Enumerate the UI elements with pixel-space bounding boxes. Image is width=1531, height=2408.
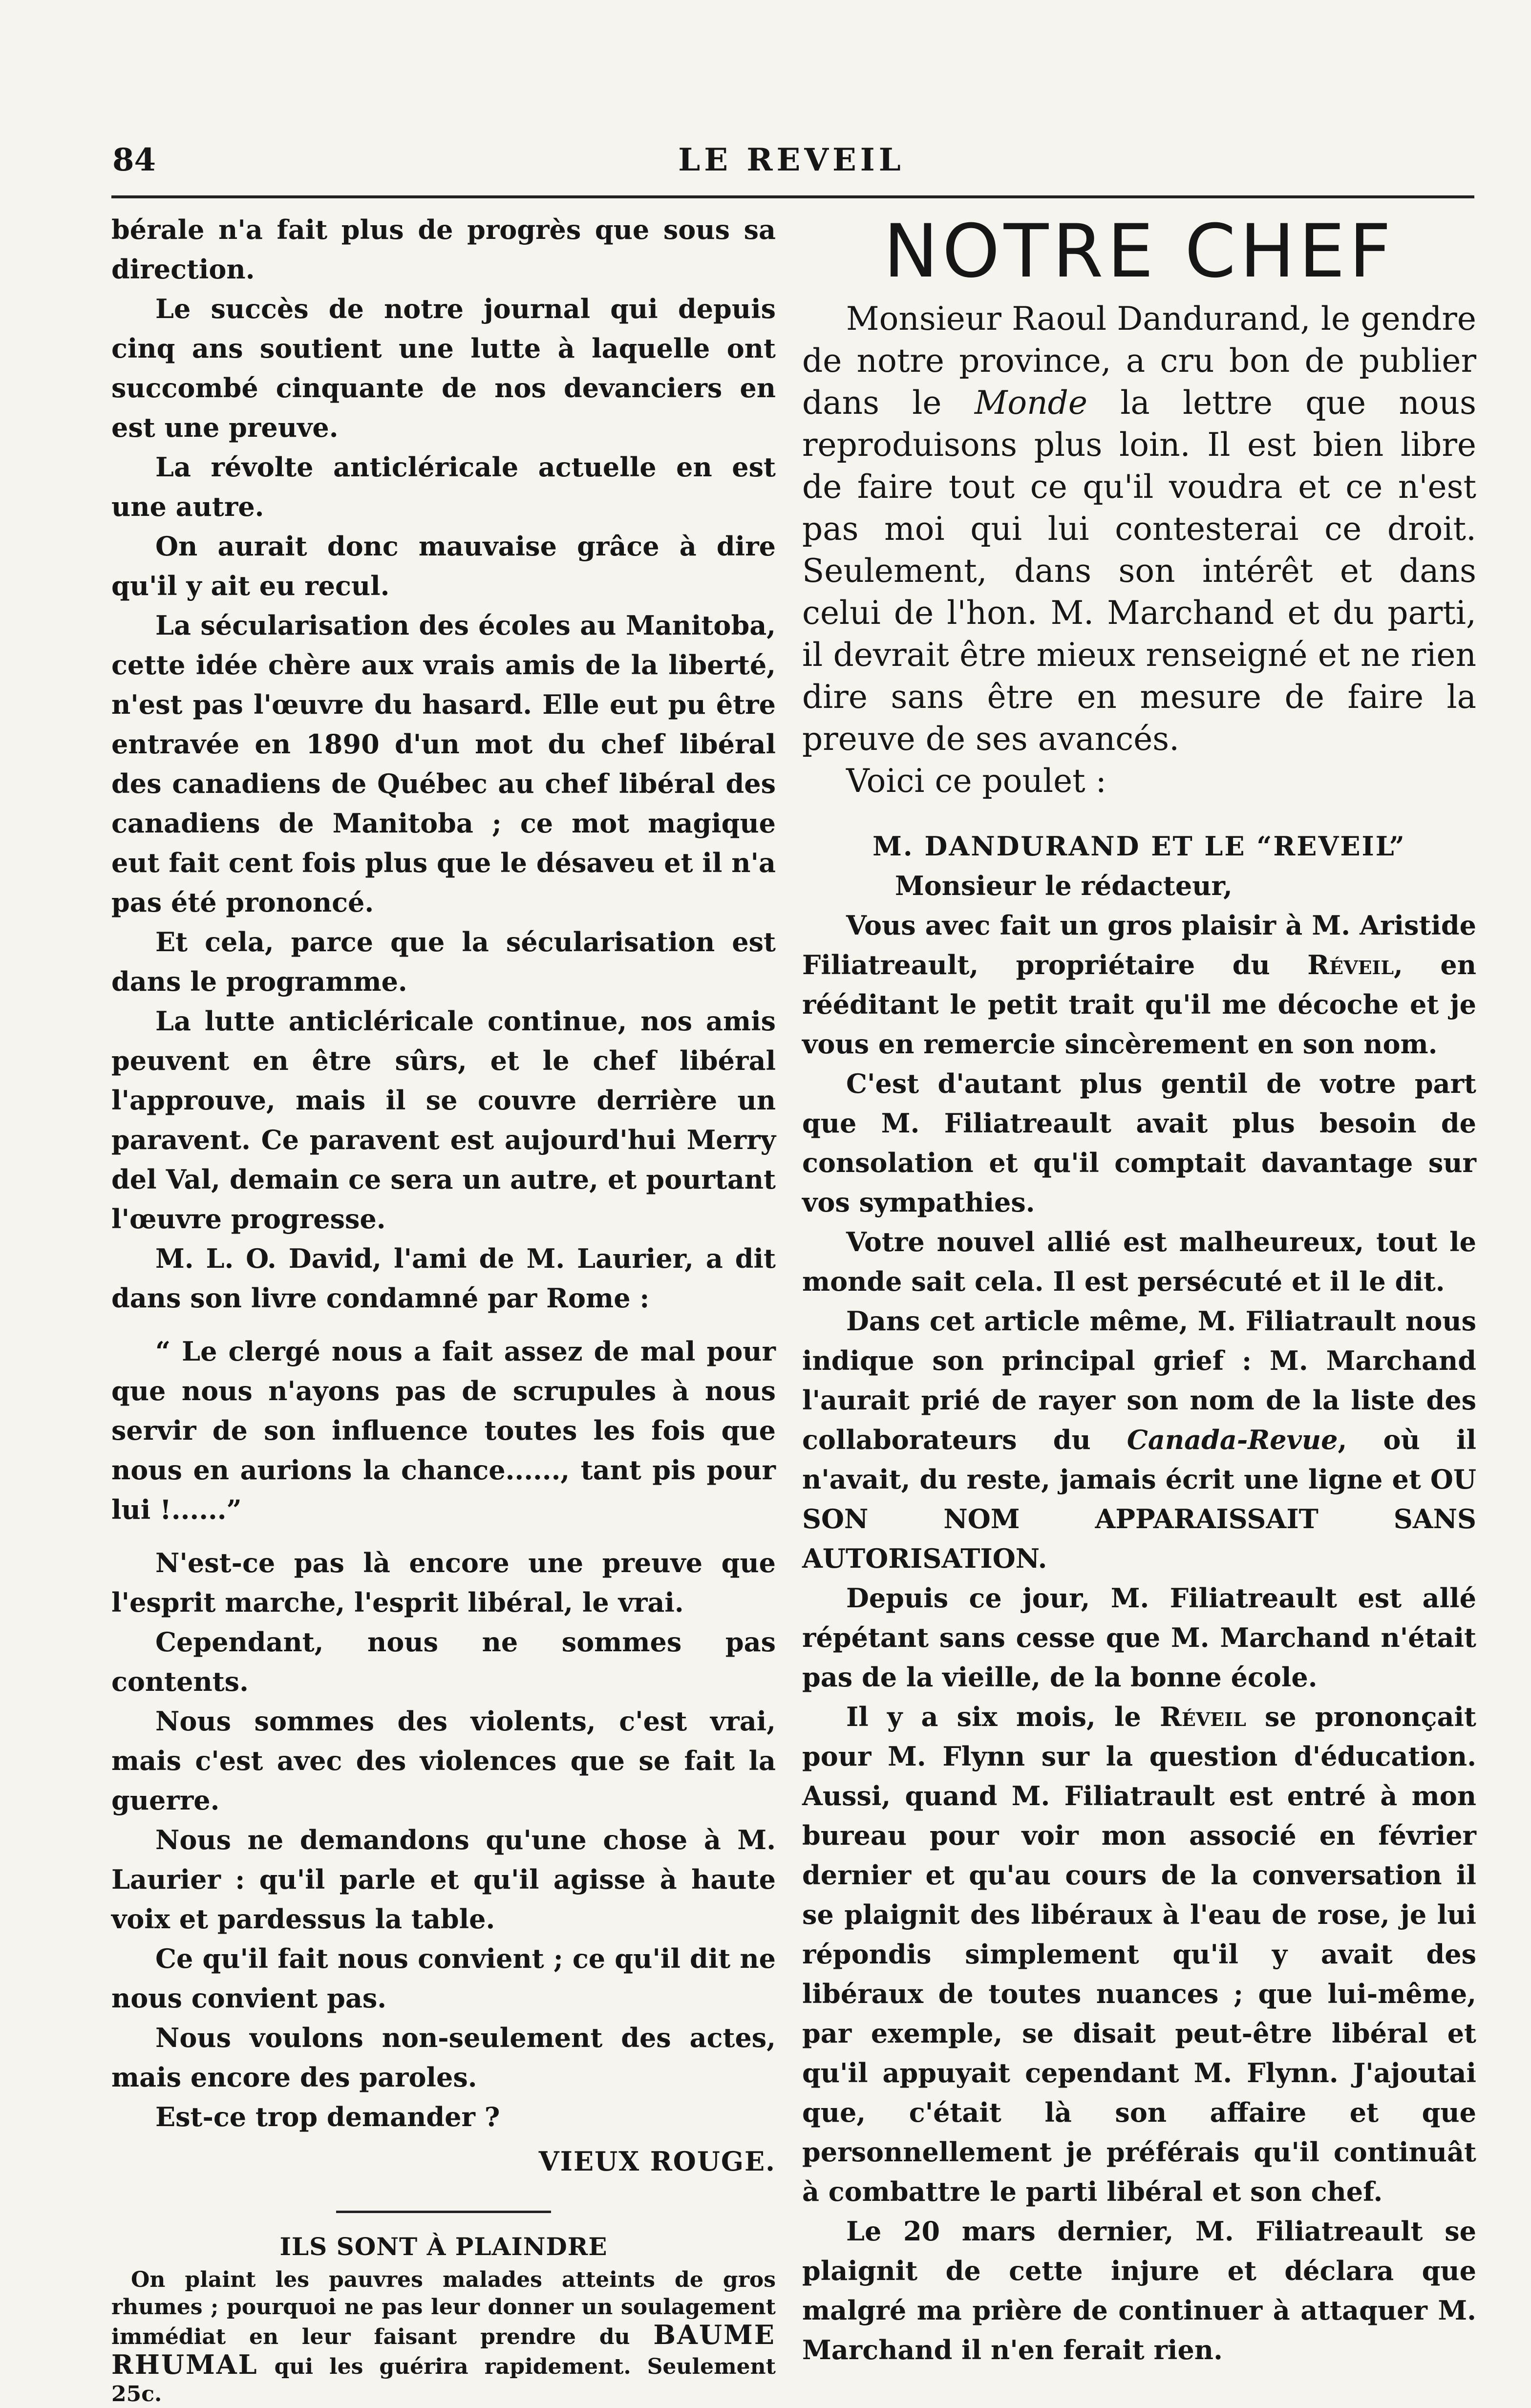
ad-text — [111, 2266, 776, 2408]
letter-paragraph — [802, 906, 1476, 1064]
intro-paragraph: Voici ce poulet : — [846, 762, 1106, 800]
left-column — [111, 210, 776, 2408]
page-number: 84 — [112, 142, 156, 178]
letter-paragraph: Depuis ce jour, M. Filiatreault est allé répétant sans cesse que M. Marchand n'était pas de la vieille, de la bonne école. — [802, 1582, 1476, 1693]
paragraph: La lutte anticléricale continue, nos amis peuvent en être sûrs, et le chef libéral l'approuve, mais il se couvre derrière un paravent. Ce paravent est aujourd'hui Merry del Val, demain ce sera un autre, et pourtant l'œuvre progresse. — [111, 1005, 776, 1235]
letter-paragraph: C'est d'autant plus gentil de votre part que M. Filiatreault avait plus besoin de consolation et qu'il comptait davantage sur vos sympathies. — [802, 1068, 1476, 1218]
letter-paragraph — [802, 1301, 1476, 1578]
letter-text: se prononçait pour M. Flynn sur la question d'éducation. Aussi, quand M. Filiatrault est entré à mon bureau pour voir mon associé en février dernier et qu'au cours de la conversation il se plaignit des libéraux à l'eau de rose, je lui répondis simplement qu'il y avait des libéraux de toutes nuances ; que lui-même, par exemple, se disait peut-être libéral et qu'il appuyait cependant M. Flynn. J'ajoutai que, c'était là son affaire et que personnellement je préférais qu'il continuât à combattre le parti libéral et son chef. — [802, 1701, 1476, 2207]
paragraph: Nous voulons non-seulement des actes, mais encore des paroles. — [111, 2022, 776, 2093]
letter-paragraph — [802, 1697, 1476, 2212]
newspaper-name: Monde — [974, 384, 1087, 422]
paragraph: Le succès de notre journal qui depuis cinq ans soutient une lutte à laquelle ont succombé cinquante de nos devanciers en est une preuve. — [111, 293, 776, 443]
running-title: LE REVEIL — [678, 142, 905, 178]
paragraph: M. L. O. David, l'ami de M. Laurier, a dit dans son livre condamné par Rome : — [111, 1243, 776, 1314]
letter-text: Vous avec fait un gros plaisir à M. Aristide Filiatreault, propriétaire du — [802, 910, 1476, 980]
header-rule — [111, 195, 1474, 198]
salutation: Monsieur le rédacteur, — [895, 870, 1233, 901]
page-header — [112, 142, 1470, 200]
paragraph: Cependant, nous ne sommes pas contents. — [111, 1626, 776, 1697]
paragraph: Est-ce trop demander ? — [155, 2101, 500, 2132]
signature: VIEUX ROUGE. — [538, 2146, 776, 2177]
right-column — [802, 210, 1476, 2370]
letter-text: Il y a six mois, le — [846, 1701, 1141, 1732]
paragraph: Ce qu'il fait nous convient ; ce qu'il dit ne nous convient pas. — [111, 1943, 776, 2014]
ad-brand: BAUME RHUMAL — [111, 2319, 776, 2380]
paragraph: bérale n'a fait plus de progrès que sous sa direction. — [111, 214, 776, 285]
letter-text: Dans cet article même, M. Filiatrault nous indique son principal grief : M. Marchand l'aurait prié de rayer son nom de la liste des collaborateurs du — [802, 1305, 1476, 1455]
article-title: NOTRE CHEF — [883, 209, 1395, 294]
newspaper-name: Réveil — [1160, 1701, 1246, 1732]
ad-title: ILS SONT À PLAINDRE — [279, 2232, 608, 2261]
intro-paragraph — [802, 298, 1476, 760]
letter-text: , où il n'avait, du reste, jamais écrit une ligne et OU SON NOM APPARAISSAIT SANS AUTORISATION. — [802, 1424, 1476, 1574]
paragraph: On aurait donc mauvaise grâce à dire qu'il y ait eu recul. — [111, 531, 776, 601]
paragraph: Et cela, parce que la sécularisation est dans le programme. — [111, 926, 776, 997]
quotation: “ Le clergé nous a fait assez de mal pour que nous n'ayons pas de scrupules à nous servir de son influence toutes les fois que nous en aurions la chance......, tant pis pour lui !......” — [111, 1336, 776, 1525]
paragraph: N'est-ce pas là encore une preuve que l'esprit marche, l'esprit libéral, le vrai. — [111, 1547, 776, 1618]
ad-text-before: On plaint les pauvres malades atteints de gros rhumes ; pourquoi ne pas leur donner un soulagement immédiat en leur faisant prendre du — [111, 2267, 776, 2349]
letter-text: , en rééditant le petit trait qu'il me décoche et je vous en remercie sincèrement en son nom. — [802, 949, 1476, 1060]
letter-paragraph: Votre nouvel allié est malheureux, tout le monde sait cela. Il est persécuté et il le dit. — [802, 1226, 1476, 1297]
letter-paragraph: Le 20 mars dernier, M. Filiatreault se plaignit de cette injure et déclara que malgré ma prière de continuer à attaquer M. Marchand il n'en ferait rien. — [802, 2216, 1476, 2365]
intro-text: Monsieur Raoul Dandurand, le gendre de notre province, a cru bon de publier dans le — [802, 300, 1476, 422]
section-divider — [336, 2211, 551, 2213]
newspaper-name: Réveil — [1307, 949, 1394, 980]
letter-heading: M. DANDURAND ET LE “REVEIL” — [872, 831, 1406, 862]
ad-text-after: qui les guérira rapidement. Seulement 25c. — [111, 2354, 776, 2407]
article-intro — [802, 298, 1476, 802]
journal-name: Canada-Revue — [1127, 1424, 1338, 1455]
intro-text: la lettre que nous reproduisons plus loin. Il est bien libre de faire tout ce qu'il voudra et ce n'est pas moi qui lui contesterai ce droit. Seulement, dans son intérêt et dans celui de l'hon. M. Marchand et du parti, il devrait être mieux renseigné et ne rien dire sans être en mesure de faire la preuve de ses avancés. — [802, 384, 1477, 758]
paragraph: Nous sommes des violents, c'est vrai, mais c'est avec des violences que se fait la guerre. — [111, 1705, 776, 1816]
paragraph: La sécularisation des écoles au Manitoba, cette idée chère aux vrais amis de la liberté, n'est pas l'œuvre du hasard. Elle eut pu être entravée en 1890 d'un mot du chef libéral des canadiens de Québec au chef libéral des canadiens de Manitoba ; ce mot magique eut fait cent fois plus que le désaveu et il n'a pas été prononcé. — [111, 610, 776, 918]
paragraph: Nous ne demandons qu'une chose à M. Laurier : qu'il parle et qu'il agisse à haute voix et pardessus la table. — [111, 1824, 776, 1935]
paragraph: La révolte anticléricale actuelle en est une autre. — [111, 451, 776, 522]
